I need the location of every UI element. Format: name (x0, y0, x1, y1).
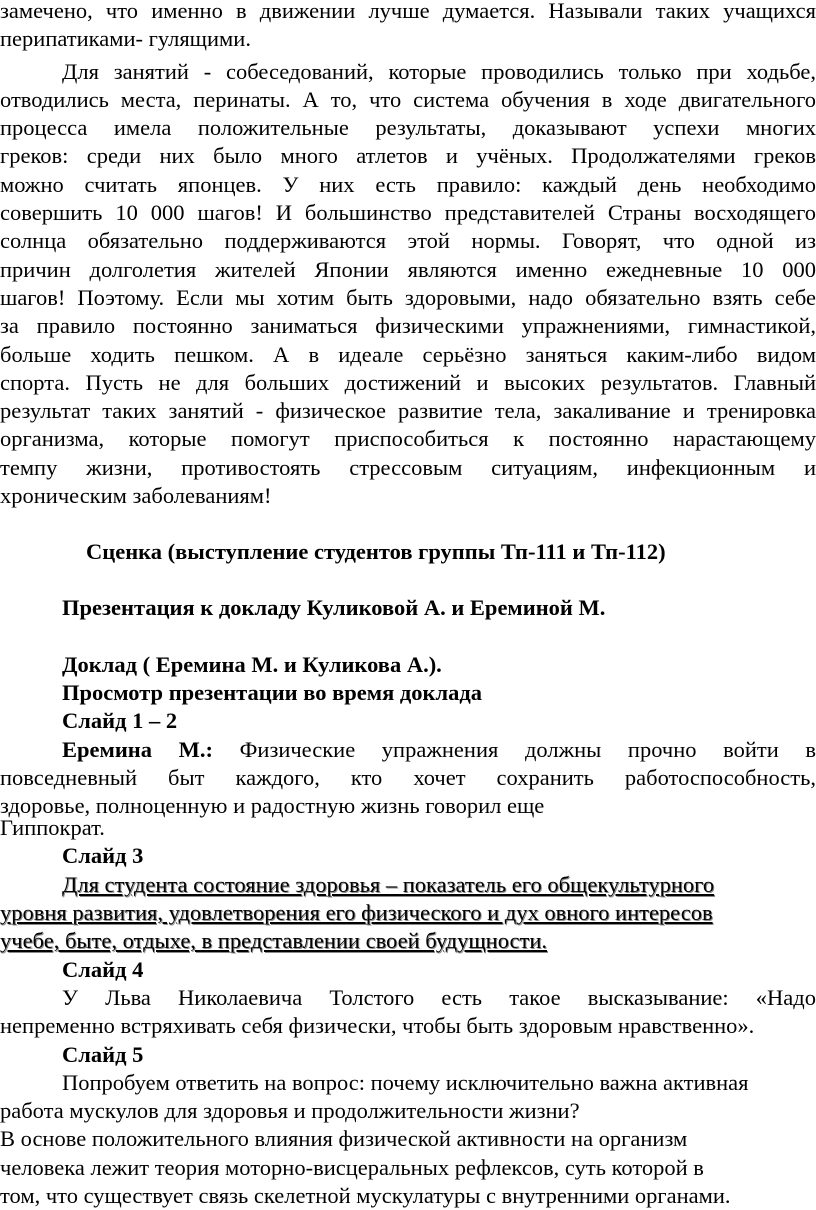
text-line: учебе, быте, отдыхе, в представлении своей будущности. (0, 928, 548, 954)
text-line: уровня развития, удовлетворения его физического и дух овного интересов (0, 900, 713, 926)
text-line: Для студента состояние здоровья – показатель его общекультурного (62, 871, 715, 897)
heading-presentation: Презентация к докладу Куликовой А. и Ереминой М. (62, 595, 606, 621)
text-line: непременно встряхивать себя физически, чтобы быть здоровым нравственно». (0, 1013, 755, 1039)
text-line: том, что существует связь скелетной мускулатуры с внутренними органами. (0, 1183, 731, 1208)
text-line: хроническим заболеваниям! (0, 482, 272, 508)
text-line: Попробуем ответить на вопрос: почему исключительно важна активная (62, 1069, 749, 1095)
text-line: процесса имела положительные результаты, доказывают успехи многих (0, 115, 816, 141)
text-line (62, 735, 816, 764)
text-line: организма, которые помогут приспособиться к постоянно нарастающему (0, 426, 816, 452)
text-line: работа мускулов для здоровья и продолжительности жизни? (0, 1098, 580, 1124)
text-line: шагов! Поэтому. Если мы хотим быть здоровыми, надо обязательно взять себе (0, 284, 816, 310)
slide-label: Слайд 5 (62, 1041, 144, 1067)
text-line: за правило постоянно заниматься физическими упражнениями, гимнастикой, (0, 313, 816, 339)
speech-text: Физические упражнения должны прочно войти в (239, 736, 816, 762)
text-line: темпу жизни, противостоять стрессовым ситуациям, инфекционным и (0, 454, 816, 480)
text-line: Для занятий - собеседований, которые проводились только при ходьбе, (62, 59, 816, 85)
slide-label: Слайд 1 – 2 (62, 708, 178, 734)
heading-report: Доклад ( Еремина М. и Куликова А.). (62, 651, 442, 677)
text-line: В основе положительного влияния физической активности на организм (0, 1126, 688, 1152)
text-line: греков: среди них было много атлетов и учёных. Продолжателями греков (0, 143, 816, 169)
heading-scene: Сценка (выступление студентов группы Тп-111 и Тп-112) (86, 538, 666, 564)
text-line: человека лежит теория моторно-висцеральных рефлексов, суть которой в (0, 1154, 704, 1180)
text-line: отводились места, перинаты. А то, что система обучения в ходе двигательного (0, 86, 816, 112)
text-line: Гиппократ. (0, 815, 105, 841)
text-line: солнца обязательно поддерживаются этой нормы. Говорят, что одной из (0, 228, 816, 254)
text-line: замечено, что именно в движении лучше думается. Называли таких учащихся (0, 0, 816, 24)
speaker-name: Еремина М.: (62, 736, 213, 762)
heading-viewing: Просмотр презентации во время доклада (62, 680, 482, 706)
text-line: можно считать японцев. У них есть правило: каждый день необходимо (0, 171, 816, 197)
text-line: перипатиками- гулящими. (0, 25, 251, 51)
slide-label: Слайд 3 (62, 843, 144, 869)
text-line: причин долголетия жителей Японии являются именно ежедневные 10 000 (0, 256, 816, 282)
text-line: У Льва Николаевича Толстого есть такое высказывание: «Надо (62, 984, 816, 1010)
text-line: здоровье, полноценную и радостную жизнь говорил еще (0, 793, 545, 819)
text-line: совершить 10 000 шагов! И большинство представителей Страны восходящего (0, 200, 816, 226)
text-line: спорта. Пусть не для больших достижений и высоких результатов. Главный (0, 369, 816, 395)
text-line: больше ходить пешком. А в идеале серьёзно заняться каким-либо видом (0, 341, 816, 367)
text-line: результат таких занятий - физическое развитие тела, закаливание и тренировка (0, 398, 816, 424)
slide-label: Слайд 4 (62, 956, 144, 982)
text-line: повседневный быт каждого, кто хочет сохранить работоспособность, (0, 764, 816, 790)
